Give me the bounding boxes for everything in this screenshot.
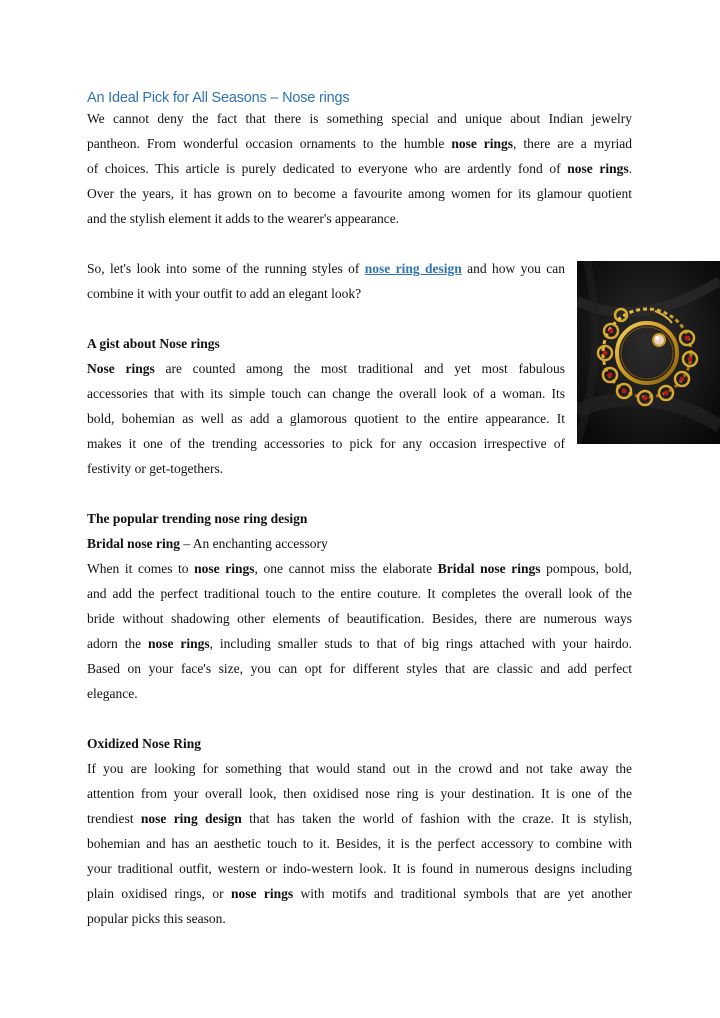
text: attention from your overall look, then oxidised nose ring is your destination. It is one of the [87,786,632,801]
bold-term: nose rings [148,636,210,651]
paragraph-line [87,659,632,679]
bold-term: nose rings [230,886,294,901]
text: and the stylish element it adds to the wearer's appearance. [87,211,400,226]
paragraph-line [87,584,632,604]
text: bohemian and has an aesthetic touch to it. Besides, it is the perfect accessory to combine with [87,836,632,851]
nose-ring-illustration [577,261,720,444]
paragraph-line [87,259,565,279]
text: Over the years, it has grown on to become a favourite among women for its glamour quotient [87,186,632,201]
bold-term: nose rings [194,561,255,576]
text: trendiest [87,811,141,826]
paragraph-line [87,209,632,229]
paragraph-line [87,834,632,854]
text: and how you can [461,261,565,276]
paragraph-line [87,784,632,804]
text: pantheon. From wonderful occasion ornaments to the humble [87,136,452,151]
paragraph-line [87,759,632,779]
text: and add the perfect traditional touch to the entire couture. It completes the overall look of the [87,586,632,601]
text: adorn the [87,636,149,651]
paragraph-line [87,409,565,429]
text: are counted among the most traditional and yet most fabulous [154,361,565,376]
text: popular picks this season. [87,911,226,926]
text: makes it one of the trending accessories to pick for any occasion irrespective of [87,436,565,451]
text: , including smaller studs to that of big rings attached with your hairdo. [209,636,633,651]
text: – An enchanting accessory [180,536,328,551]
paragraph-line [87,859,632,879]
paragraph-line [87,609,632,629]
paragraph-line [87,109,632,129]
bold-term: nose rings [567,161,629,176]
text: your traditional outfit, western or indo-western look. It is found in numerous designs including [87,861,632,876]
paragraph-line [87,359,565,379]
text: . [628,161,632,176]
section-heading [87,509,632,529]
bold-term: nose ring design [140,811,242,826]
text: bride without shadowing other elements of beautification. Besides, there are numerous ways [87,611,632,626]
text: that has taken the world of fashion with the craze. It is stylish, [241,811,632,826]
text: Based on your face's size, you can opt for different styles that are classic and add perfect [87,661,632,676]
bold-term: Nose rings [87,361,155,376]
paragraph-line [87,384,565,404]
sub-heading [87,534,632,554]
text: pompous, bold, [540,561,632,576]
text: combine it with your outfit to add an elegant look? [87,286,362,301]
section-heading-text: Oxidized Nose Ring [87,736,202,751]
article-title: An Ideal Pick for All Seasons – Nose rings [87,90,350,106]
paragraph-line [87,559,632,579]
paragraph-line [87,184,632,204]
text: We cannot deny the fact that there is something special and unique about Indian jewelry [87,111,632,126]
text: of choices. This article is purely dedicated to everyone who are ardently fond of [87,161,568,176]
text: festivity or get-togethers. [87,461,224,476]
text: plain oxidised rings, or [87,886,231,901]
text: If you are looking for something that would stand out in the crowd and not take away the [87,761,632,776]
section-heading-text: A gist about Nose rings [87,336,220,351]
bold-term: nose rings [451,136,514,151]
text: , there are a myriad [513,136,632,151]
paragraph-line [87,634,632,654]
bold-term: Bridal nose ring [87,536,181,551]
nose-ring-design-link[interactable]: nose ring design [364,261,462,276]
paragraph-line [87,884,632,904]
text: , one cannot miss the elaborate [254,561,438,576]
text: bold, bohemian as well as add a glamorous quotient to the entire appearance. It [87,411,565,426]
text: with motifs and traditional symbols that are yet another [293,886,632,901]
paragraph-line [87,809,632,829]
paragraph-line [87,159,632,179]
text: accessories that with its simple touch can change the overall look of a woman. Its [87,386,565,401]
paragraph-line [87,909,632,929]
paragraph-line [87,684,632,704]
section-heading-text: The popular trending nose ring design [87,511,308,526]
nose-ring-photo [577,261,720,444]
text: So, let's look into some of the running styles of [87,261,365,276]
paragraph-line [87,459,565,479]
text: elegance. [87,686,138,701]
section-heading [87,334,565,354]
bold-term: Bridal nose rings [437,561,541,576]
section-heading [87,734,632,754]
paragraph-line [87,434,565,454]
text: When it comes to [87,561,195,576]
paragraph-line [87,134,632,154]
paragraph-line [87,284,565,304]
